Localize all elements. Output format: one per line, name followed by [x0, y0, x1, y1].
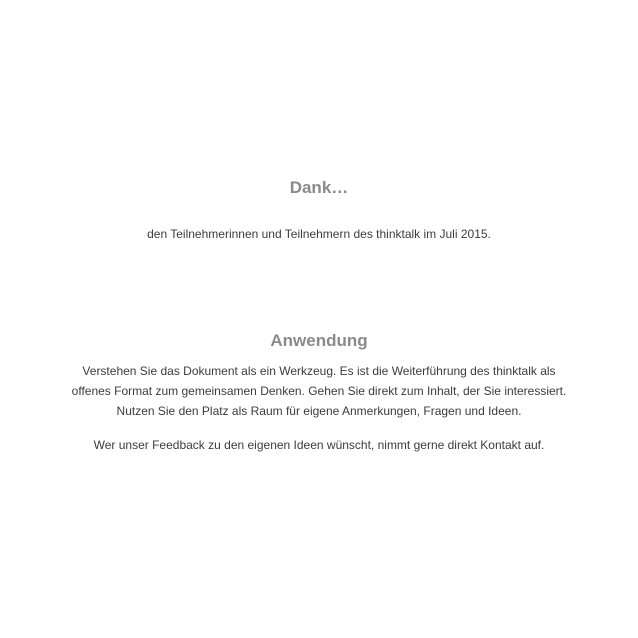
thanks-heading: Dank… — [289, 178, 349, 197]
usage-heading: Anwendung — [270, 331, 368, 350]
usage-paragraph-line: Verstehen Sie das Dokument als ein Werkzeug. Es ist die Weiterführung des thinktalk als — [82, 364, 556, 378]
usage-paragraph-line: Nutzen Sie den Platz als Raum für eigene Anmerkungen, Fragen und Ideen. — [116, 404, 522, 418]
contact-text: Wer unser Feedback zu den eigenen Ideen wünscht, nimmt gerne direkt Kontakt auf. — [93, 438, 545, 452]
usage-paragraph-line: offenes Format zum gemeinsamen Denken. Gehen Sie direkt zum Inhalt, der Sie interessiert. — [71, 384, 567, 398]
thanks-text: den Teilnehmerinnen und Teilnehmern des thinktalk im Juli 2015. — [147, 227, 491, 241]
